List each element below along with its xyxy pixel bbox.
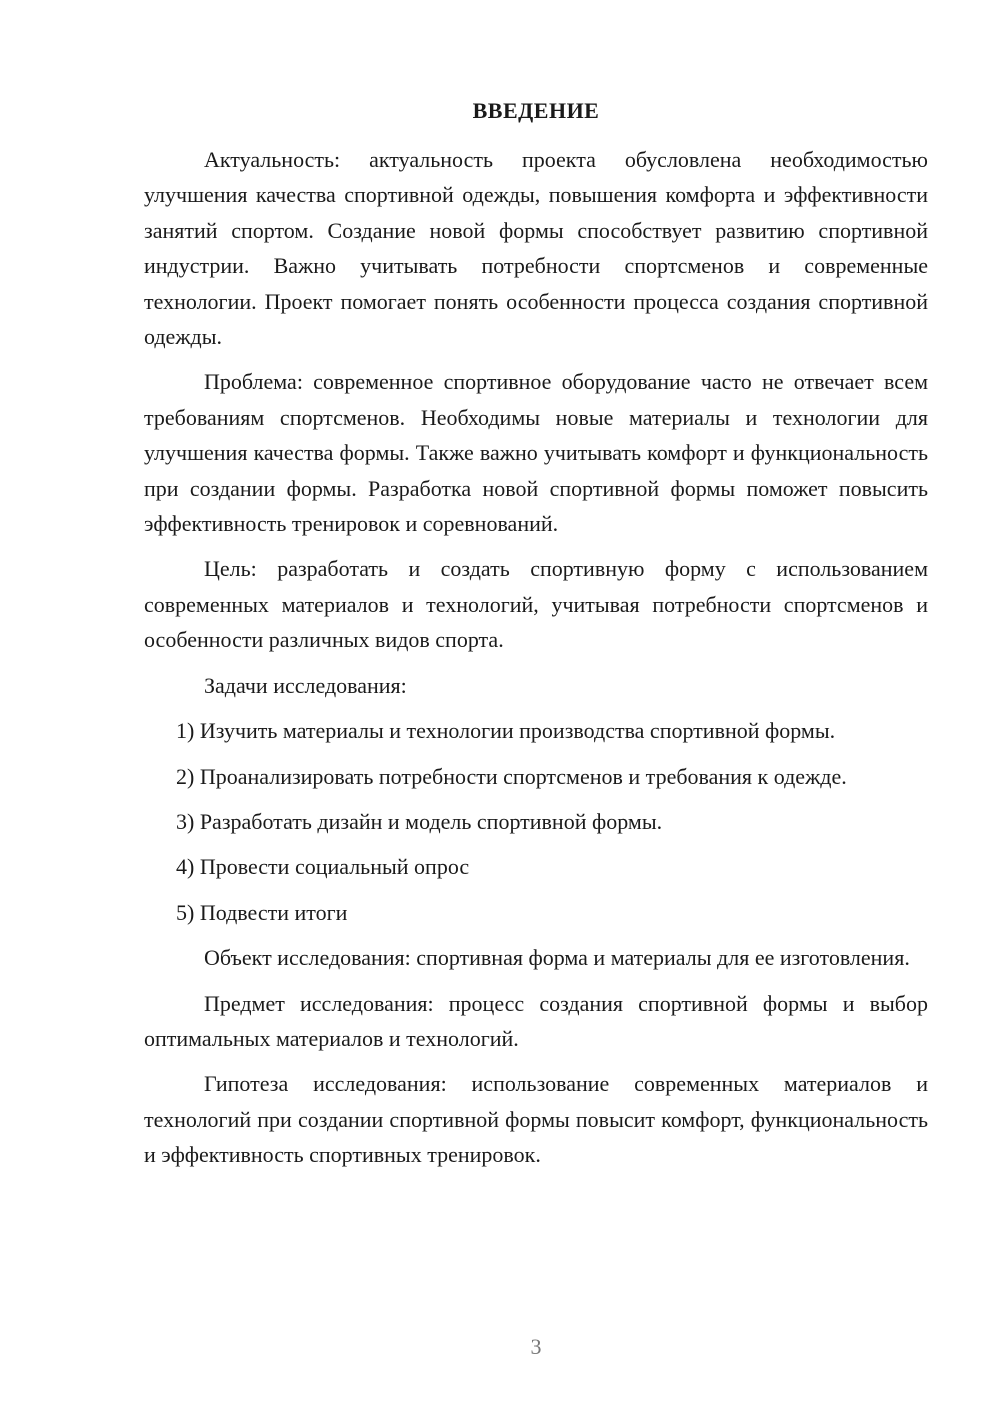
page-title: ВВЕДЕНИЕ — [472, 98, 600, 123]
document-page — [144, 94, 928, 1173]
paragraph-goal: Цель: разработать и создать спортивную форму с использованием современных материалов и технологий, учитывая потребности спортсменов и особенности различных видов спорта. — [144, 556, 928, 653]
task-item-2: 2) Проанализировать потребности спортсменов и требования к одежде. — [176, 763, 847, 789]
paragraph-subject: Предмет исследования: процесс создания спортивной формы и выбор оптимальных материалов и технологий. — [144, 990, 928, 1051]
page-number: 3 — [530, 1334, 542, 1359]
paragraph-object: Объект исследования: спортивная форма и материалы для ее изготовления. — [204, 945, 910, 971]
paragraph-relevance: Актуальность: актуальность проекта обусловлена необходимостью улучшения качества спортивной одежды, повышения комфорта и эффективности занятий спортом. Создание новой формы способствует развитию спортивной индустрии. Важно учитывать потребности спортсменов и современные технологии. Проект помогает понять особенности процесса создания спортивной одежды. — [144, 147, 928, 350]
task-item-4: 4) Провести социальный опрос — [176, 854, 470, 880]
task-item-3: 3) Разработать дизайн и модель спортивной формы. — [176, 808, 663, 834]
paragraph-problem: Проблема: современное спортивное оборудование часто не отвечает всем требованиям спортсменов. Необходимы новые материалы и технологии для улучшения качества формы. Также важно учитывать комфорт и функциональность при создании формы. Разработка новой спортивной формы поможет повысить эффективность тренировок и соревнований. — [144, 369, 928, 537]
task-item-5: 5) Подвести итоги — [176, 899, 348, 925]
task-item-1: 1) Изучить материалы и технологии производства спортивной формы. — [176, 718, 836, 744]
paragraph-hypothesis: Гипотеза исследования: использование современных материалов и технологий при создании спортивной формы повысит комфорт, функциональность и эффективность спортивных тренировок. — [144, 1071, 928, 1168]
tasks-heading: Задачи исследования: — [204, 672, 407, 698]
